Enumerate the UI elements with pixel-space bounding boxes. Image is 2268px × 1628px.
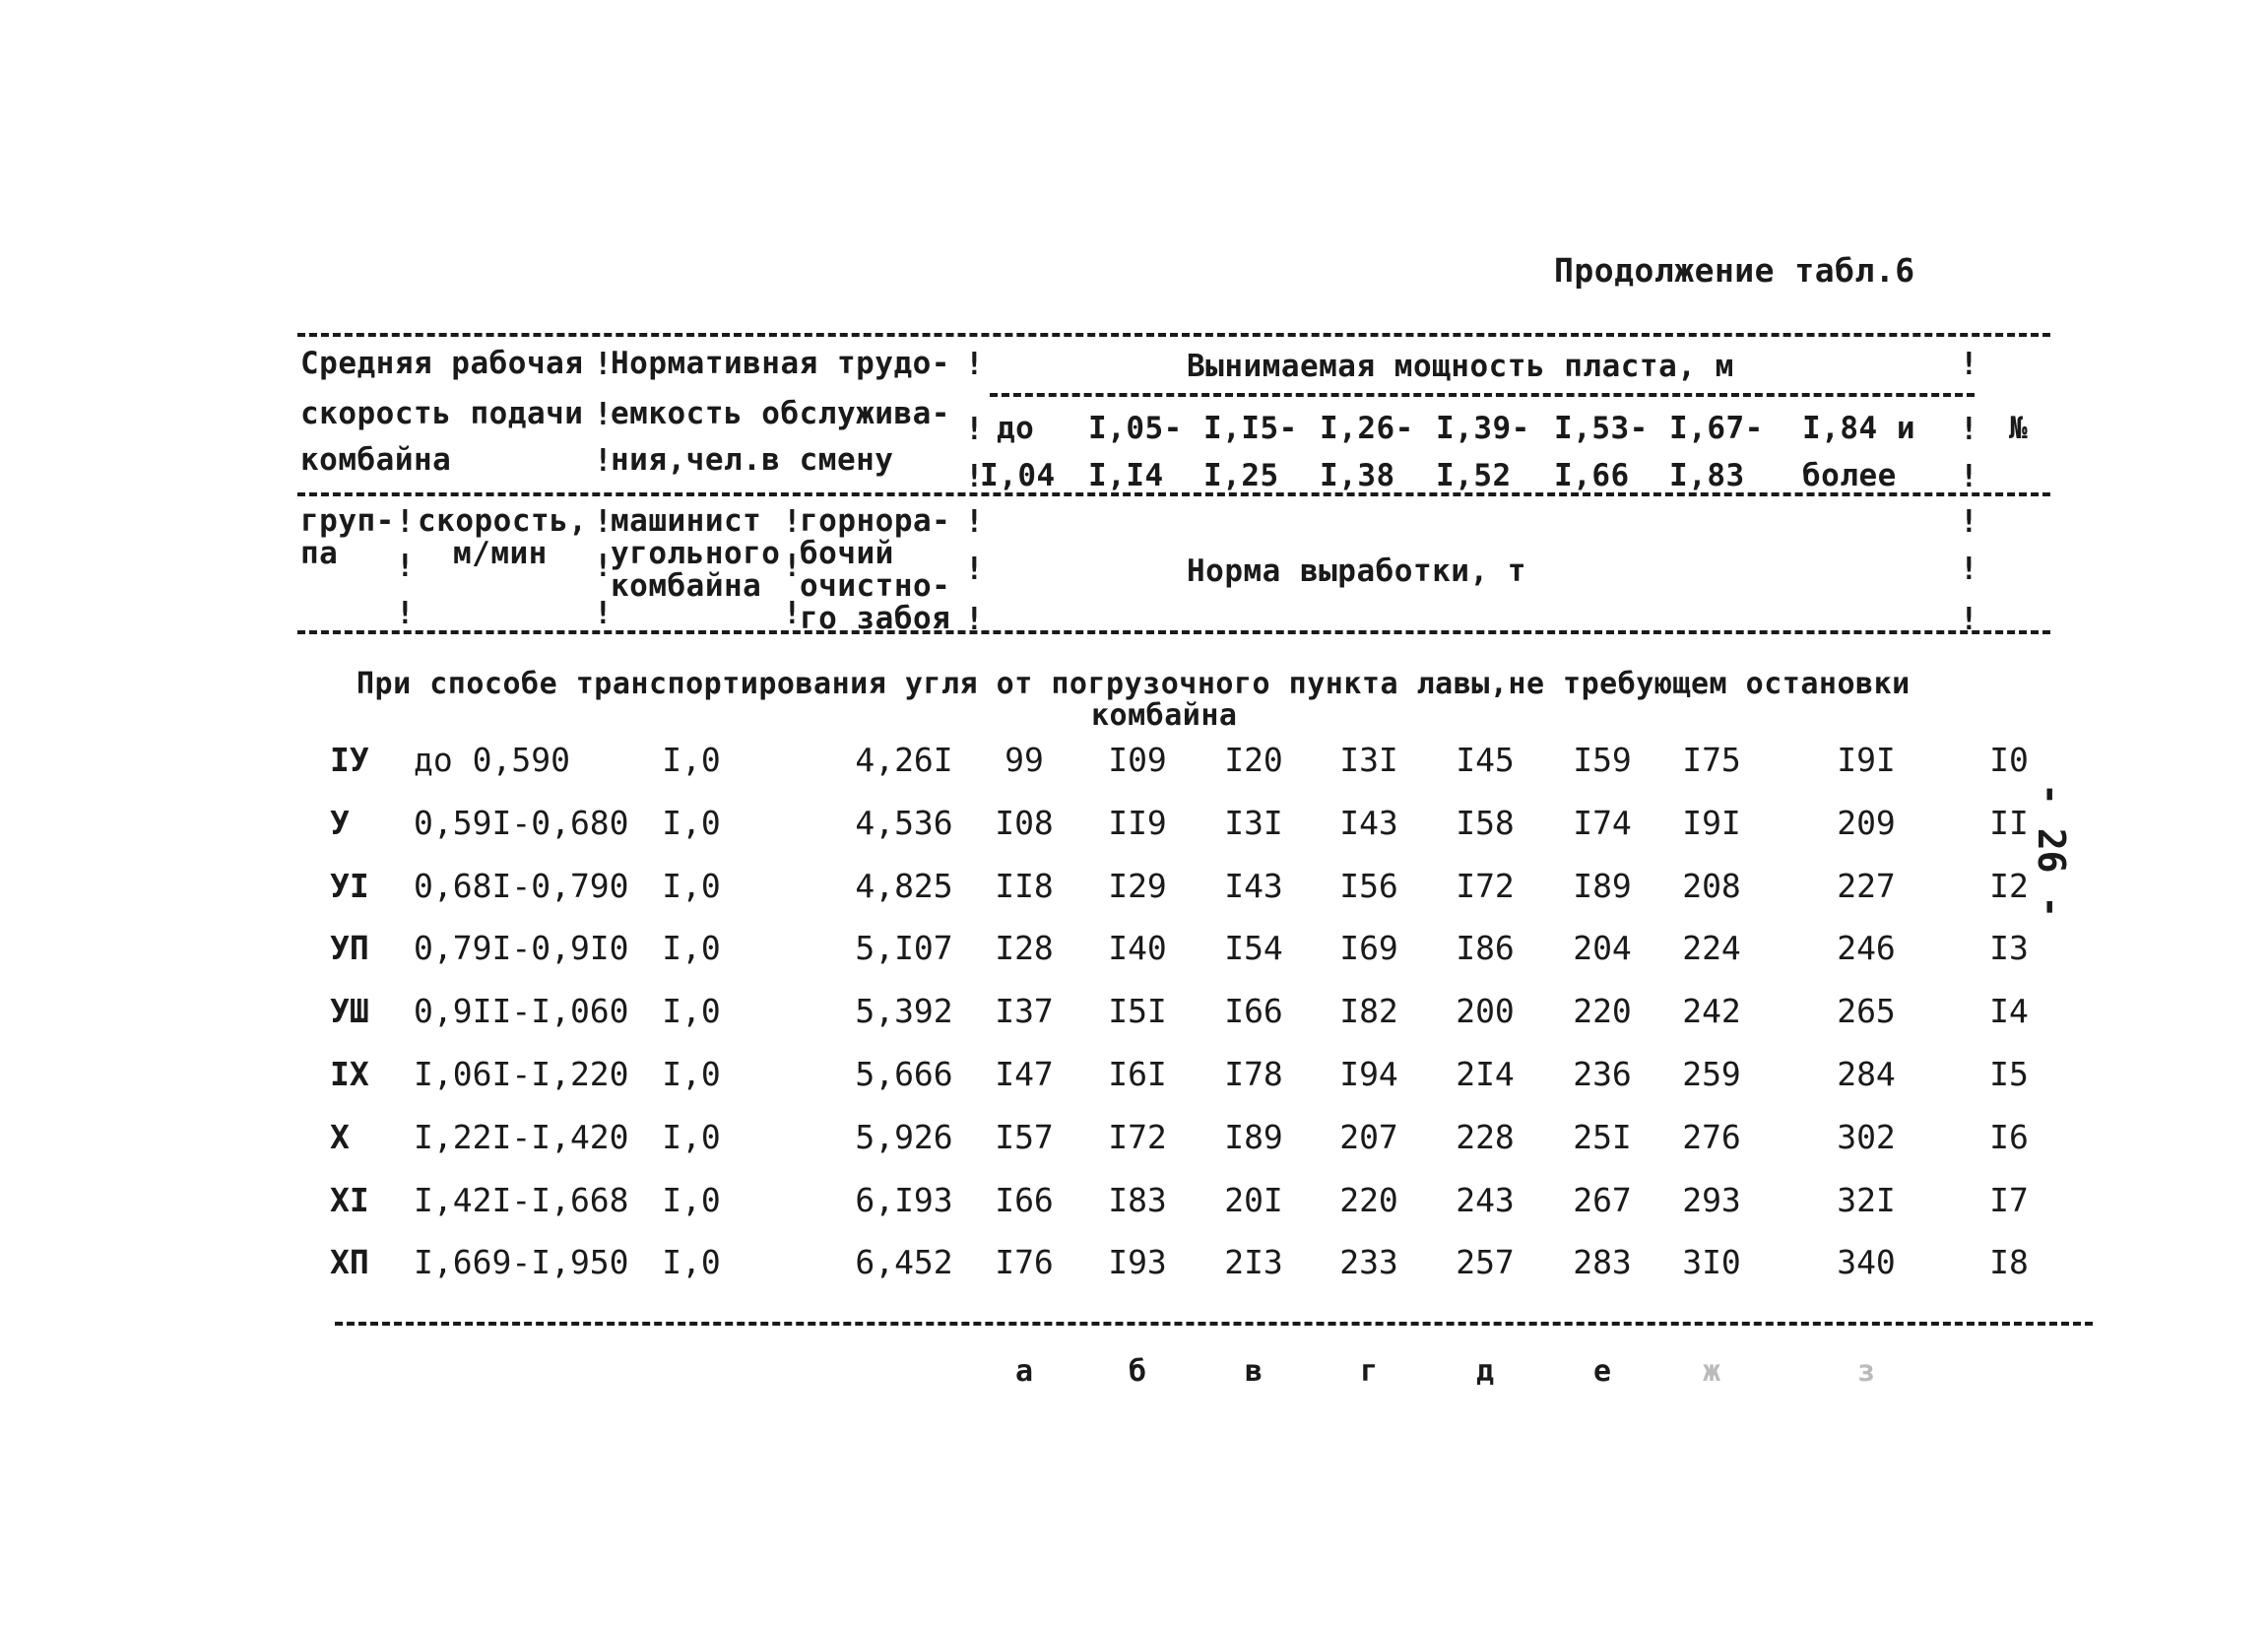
norm-value-cell: 267 bbox=[1573, 1181, 1632, 1219]
miner-labor-cell: 4,536 bbox=[855, 804, 953, 842]
group-cell: IX bbox=[330, 1055, 369, 1093]
norm-value-cell: 283 bbox=[1573, 1243, 1632, 1281]
separator-mark: ! bbox=[1960, 552, 1978, 587]
header-seam-rule bbox=[990, 393, 1975, 397]
separator-mark: ! bbox=[783, 549, 802, 584]
row-number-cell: I4 bbox=[1989, 992, 2029, 1030]
seam-range-c-bottom: I,25 bbox=[1203, 458, 1279, 493]
column-letter: ж bbox=[1702, 1354, 1721, 1389]
norm-value-cell: 257 bbox=[1456, 1243, 1515, 1281]
seam-thickness-title: Вынимаемая мощность пласта, м bbox=[1187, 349, 1734, 384]
group-cell: XП bbox=[330, 1243, 369, 1281]
header-speed-line-2: скорость подачи bbox=[300, 396, 584, 431]
separator-mark: ! bbox=[965, 459, 984, 494]
subheader-miner-line-1: горнора- bbox=[800, 503, 951, 539]
norm-value-cell: 293 bbox=[1682, 1181, 1741, 1219]
norm-value-cell: I89 bbox=[1573, 867, 1632, 905]
separator-mark: ! bbox=[965, 347, 984, 382]
machinist-labor-cell: I,0 bbox=[662, 1118, 721, 1156]
section-title-line-1: При способе транспортирования угля от погрузочного пункта лавы,не требующем остановки bbox=[356, 667, 1911, 701]
row-number-cell: I5 bbox=[1989, 1055, 2029, 1093]
speed-cell: I,42I-I,668 bbox=[414, 1181, 629, 1219]
group-cell: УШ bbox=[330, 992, 369, 1030]
norm-value-cell: I66 bbox=[1224, 992, 1283, 1030]
norm-value-cell: I59 bbox=[1573, 741, 1632, 779]
norm-value-cell: 99 bbox=[1004, 741, 1044, 779]
norm-value-cell: 276 bbox=[1682, 1118, 1741, 1156]
norm-value-cell: 3I0 bbox=[1682, 1243, 1741, 1281]
miner-labor-cell: 4,825 bbox=[855, 867, 953, 905]
header-labor-line-2: емкость обслужива- bbox=[611, 396, 950, 431]
norm-value-cell: I6I bbox=[1108, 1055, 1167, 1093]
norm-value-cell: 2I3 bbox=[1224, 1243, 1283, 1281]
table-bottom-rule bbox=[335, 1322, 2093, 1326]
column-letter: в bbox=[1244, 1354, 1264, 1389]
seam-range-c-top: I,I5- bbox=[1203, 411, 1298, 446]
subheader-group-line-1: груп- bbox=[300, 503, 395, 539]
seam-range-a-bottom: I,04 bbox=[980, 458, 1056, 493]
header-speed-line-3: комбайна bbox=[300, 442, 452, 478]
subheader-miner-line-3: очистно- bbox=[800, 568, 951, 604]
norm-value-cell: I69 bbox=[1339, 929, 1398, 967]
separator-mark: ! bbox=[594, 443, 613, 479]
norm-value-cell: I89 bbox=[1224, 1118, 1283, 1156]
norm-value-cell: 220 bbox=[1339, 1181, 1398, 1219]
norm-value-cell: I93 bbox=[1108, 1243, 1167, 1281]
section-title-line-2: комбайна bbox=[1091, 698, 1238, 733]
norm-value-cell: 25I bbox=[1573, 1118, 1632, 1156]
norm-value-cell: 284 bbox=[1837, 1055, 1896, 1093]
norm-value-cell: I9I bbox=[1682, 804, 1741, 842]
norm-value-cell: II8 bbox=[995, 867, 1054, 905]
norm-value-cell: I47 bbox=[995, 1055, 1054, 1093]
miner-labor-cell: 5,926 bbox=[855, 1118, 953, 1156]
norm-value-cell: 220 bbox=[1573, 992, 1632, 1030]
separator-mark: ! bbox=[594, 397, 613, 432]
column-letter: а bbox=[1014, 1354, 1034, 1389]
miner-labor-cell: 6,I93 bbox=[855, 1181, 953, 1219]
row-number-cell: I0 bbox=[1989, 741, 2029, 779]
column-letter: е bbox=[1592, 1354, 1612, 1389]
seam-range-h-bottom: более bbox=[1802, 458, 1897, 493]
norm-value-cell: I74 bbox=[1573, 804, 1632, 842]
separator-mark: ! bbox=[1960, 504, 1978, 540]
miner-labor-cell: 5,I07 bbox=[855, 929, 953, 967]
norm-value-cell: I08 bbox=[995, 804, 1054, 842]
norm-value-cell: 32I bbox=[1837, 1181, 1896, 1219]
header-top-rule bbox=[297, 333, 2050, 337]
separator-mark: ! bbox=[396, 504, 415, 540]
row-number-cell: I3 bbox=[1989, 929, 2029, 967]
seam-range-b-bottom: I,I4 bbox=[1088, 458, 1164, 493]
group-cell: IУ bbox=[330, 741, 369, 779]
speed-cell: до 0,590 bbox=[414, 741, 570, 779]
separator-mark: ! bbox=[396, 596, 415, 631]
column-letter: б bbox=[1128, 1354, 1147, 1389]
norm-value-cell: I28 bbox=[995, 929, 1054, 967]
norm-value-cell: I43 bbox=[1224, 867, 1283, 905]
norm-title: Норма выработки, т bbox=[1187, 554, 1526, 589]
seam-range-d-top: I,26- bbox=[1320, 411, 1414, 446]
subheader-group-line-2: па bbox=[300, 536, 339, 571]
separator-mark: ! bbox=[1960, 347, 1978, 382]
seam-range-e-bottom: I,52 bbox=[1436, 458, 1512, 493]
separator-mark: ! bbox=[396, 549, 415, 584]
norm-value-cell: I43 bbox=[1339, 804, 1398, 842]
page-number: - 26 - bbox=[2030, 783, 2073, 919]
norm-value-cell: I29 bbox=[1108, 867, 1167, 905]
norm-value-cell: I83 bbox=[1108, 1181, 1167, 1219]
norm-value-cell: 265 bbox=[1837, 992, 1896, 1030]
norm-value-cell: 20I bbox=[1224, 1181, 1283, 1219]
separator-mark: ! bbox=[594, 504, 613, 540]
norm-value-cell: I40 bbox=[1108, 929, 1167, 967]
header-speed-line-1: Средняя рабочая bbox=[300, 346, 584, 381]
subheader-miner-line-2: бочий bbox=[800, 536, 894, 571]
separator-mark: ! bbox=[965, 552, 984, 587]
group-cell: УП bbox=[330, 929, 369, 967]
speed-cell: I,22I-I,420 bbox=[414, 1118, 629, 1156]
seam-range-h-top: I,84 и bbox=[1802, 411, 1915, 446]
subheader-machinist-line-2: угольного bbox=[611, 536, 781, 571]
seam-range-a-top: до bbox=[997, 411, 1035, 446]
norm-value-cell: I45 bbox=[1456, 741, 1515, 779]
norm-value-cell: I72 bbox=[1456, 867, 1515, 905]
subheader-machinist-line-1: машинист bbox=[611, 503, 762, 539]
subheader-machinist-line-3: комбайна bbox=[611, 568, 762, 604]
number-column-label: № bbox=[2009, 411, 2029, 446]
norm-value-cell: 209 bbox=[1837, 804, 1896, 842]
seam-range-g-top: I,67- bbox=[1669, 411, 1764, 446]
norm-value-cell: I82 bbox=[1339, 992, 1398, 1030]
seam-range-e-top: I,39- bbox=[1436, 411, 1530, 446]
norm-value-cell: I37 bbox=[995, 992, 1054, 1030]
miner-labor-cell: 5,392 bbox=[855, 992, 953, 1030]
machinist-labor-cell: I,0 bbox=[662, 741, 721, 779]
separator-mark: ! bbox=[965, 412, 984, 447]
group-cell: X bbox=[330, 1118, 350, 1156]
row-number-cell: II bbox=[1989, 804, 2029, 842]
group-cell: У bbox=[330, 804, 350, 842]
column-letter: г bbox=[1359, 1354, 1379, 1389]
norm-value-cell: 246 bbox=[1837, 929, 1896, 967]
norm-value-cell: I5I bbox=[1108, 992, 1167, 1030]
seam-range-f-bottom: I,66 bbox=[1554, 458, 1630, 493]
machinist-labor-cell: I,0 bbox=[662, 804, 721, 842]
row-number-cell: I6 bbox=[1989, 1118, 2029, 1156]
norm-value-cell: I72 bbox=[1108, 1118, 1167, 1156]
norm-value-cell: I76 bbox=[995, 1243, 1054, 1281]
separator-mark: ! bbox=[1960, 459, 1978, 494]
norm-value-cell: I20 bbox=[1224, 741, 1283, 779]
header-labor-line-3: ния,чел.в смену bbox=[611, 442, 894, 478]
norm-value-cell: I86 bbox=[1456, 929, 1515, 967]
subheader-speed-line-2: м/мин bbox=[453, 536, 548, 571]
norm-value-cell: I3I bbox=[1339, 741, 1398, 779]
row-number-cell: I2 bbox=[1989, 867, 2029, 905]
header-labor-line-1: Нормативная трудо- bbox=[611, 346, 950, 381]
separator-mark: ! bbox=[783, 596, 802, 631]
seam-range-f-top: I,53- bbox=[1554, 411, 1649, 446]
norm-value-cell: 208 bbox=[1682, 867, 1741, 905]
speed-cell: 0,9II-I,060 bbox=[414, 992, 629, 1030]
separator-mark: ! bbox=[1960, 412, 1978, 447]
norm-value-cell: 233 bbox=[1339, 1243, 1398, 1281]
norm-value-cell: II9 bbox=[1108, 804, 1167, 842]
norm-value-cell: I54 bbox=[1224, 929, 1283, 967]
separator-mark: ! bbox=[965, 504, 984, 540]
norm-value-cell: 242 bbox=[1682, 992, 1741, 1030]
norm-value-cell: 243 bbox=[1456, 1181, 1515, 1219]
speed-cell: 0,79I-0,9I0 bbox=[414, 929, 629, 967]
continuation-title: Продолжение табл.6 bbox=[1554, 251, 1915, 290]
speed-cell: I,06I-I,220 bbox=[414, 1055, 629, 1093]
seam-range-g-bottom: I,83 bbox=[1669, 458, 1745, 493]
norm-value-cell: 224 bbox=[1682, 929, 1741, 967]
separator-mark: ! bbox=[594, 347, 613, 382]
norm-value-cell: 340 bbox=[1837, 1243, 1896, 1281]
subheader-speed-line-1: скорость, bbox=[418, 503, 588, 539]
speed-cell: I,669-I,950 bbox=[414, 1243, 629, 1281]
seam-range-d-bottom: I,38 bbox=[1320, 458, 1395, 493]
machinist-labor-cell: I,0 bbox=[662, 1055, 721, 1093]
norm-value-cell: 227 bbox=[1837, 867, 1896, 905]
norm-value-cell: 236 bbox=[1573, 1055, 1632, 1093]
row-number-cell: I8 bbox=[1989, 1243, 2029, 1281]
norm-value-cell: 204 bbox=[1573, 929, 1632, 967]
norm-value-cell: 228 bbox=[1456, 1118, 1515, 1156]
separator-mark: ! bbox=[783, 504, 802, 540]
miner-labor-cell: 5,666 bbox=[855, 1055, 953, 1093]
norm-value-cell: 207 bbox=[1339, 1118, 1398, 1156]
separator-mark: ! bbox=[594, 549, 613, 584]
machinist-labor-cell: I,0 bbox=[662, 929, 721, 967]
subheader-miner-line-4: го забоя bbox=[800, 601, 951, 636]
norm-value-cell: I09 bbox=[1108, 741, 1167, 779]
header-bottom-rule bbox=[297, 630, 2050, 634]
separator-mark: ! bbox=[1960, 602, 1978, 637]
norm-value-cell: I66 bbox=[995, 1181, 1054, 1219]
seam-range-b-top: I,05- bbox=[1088, 411, 1183, 446]
norm-value-cell: I56 bbox=[1339, 867, 1398, 905]
machinist-labor-cell: I,0 bbox=[662, 1243, 721, 1281]
norm-value-cell: I78 bbox=[1224, 1055, 1283, 1093]
separator-mark: ! bbox=[594, 596, 613, 631]
norm-value-cell: I94 bbox=[1339, 1055, 1398, 1093]
norm-value-cell: 259 bbox=[1682, 1055, 1741, 1093]
column-letter: з bbox=[1856, 1354, 1876, 1389]
machinist-labor-cell: I,0 bbox=[662, 992, 721, 1030]
group-cell: УI bbox=[330, 867, 369, 905]
machinist-labor-cell: I,0 bbox=[662, 1181, 721, 1219]
speed-cell: 0,59I-0,680 bbox=[414, 804, 629, 842]
machinist-labor-cell: I,0 bbox=[662, 867, 721, 905]
group-cell: XI bbox=[330, 1181, 369, 1219]
norm-value-cell: I57 bbox=[995, 1118, 1054, 1156]
row-number-cell: I7 bbox=[1989, 1181, 2029, 1219]
norm-value-cell: 2I4 bbox=[1456, 1055, 1515, 1093]
norm-value-cell: I58 bbox=[1456, 804, 1515, 842]
column-letter: д bbox=[1475, 1354, 1495, 1389]
norm-value-cell: I3I bbox=[1224, 804, 1283, 842]
miner-labor-cell: 4,26I bbox=[855, 741, 953, 779]
speed-cell: 0,68I-0,790 bbox=[414, 867, 629, 905]
norm-value-cell: 200 bbox=[1456, 992, 1515, 1030]
norm-value-cell: 302 bbox=[1837, 1118, 1896, 1156]
norm-value-cell: I75 bbox=[1682, 741, 1741, 779]
header-mid-rule bbox=[297, 492, 2050, 496]
miner-labor-cell: 6,452 bbox=[855, 1243, 953, 1281]
norm-value-cell: I9I bbox=[1837, 741, 1896, 779]
separator-mark: ! bbox=[965, 602, 984, 637]
